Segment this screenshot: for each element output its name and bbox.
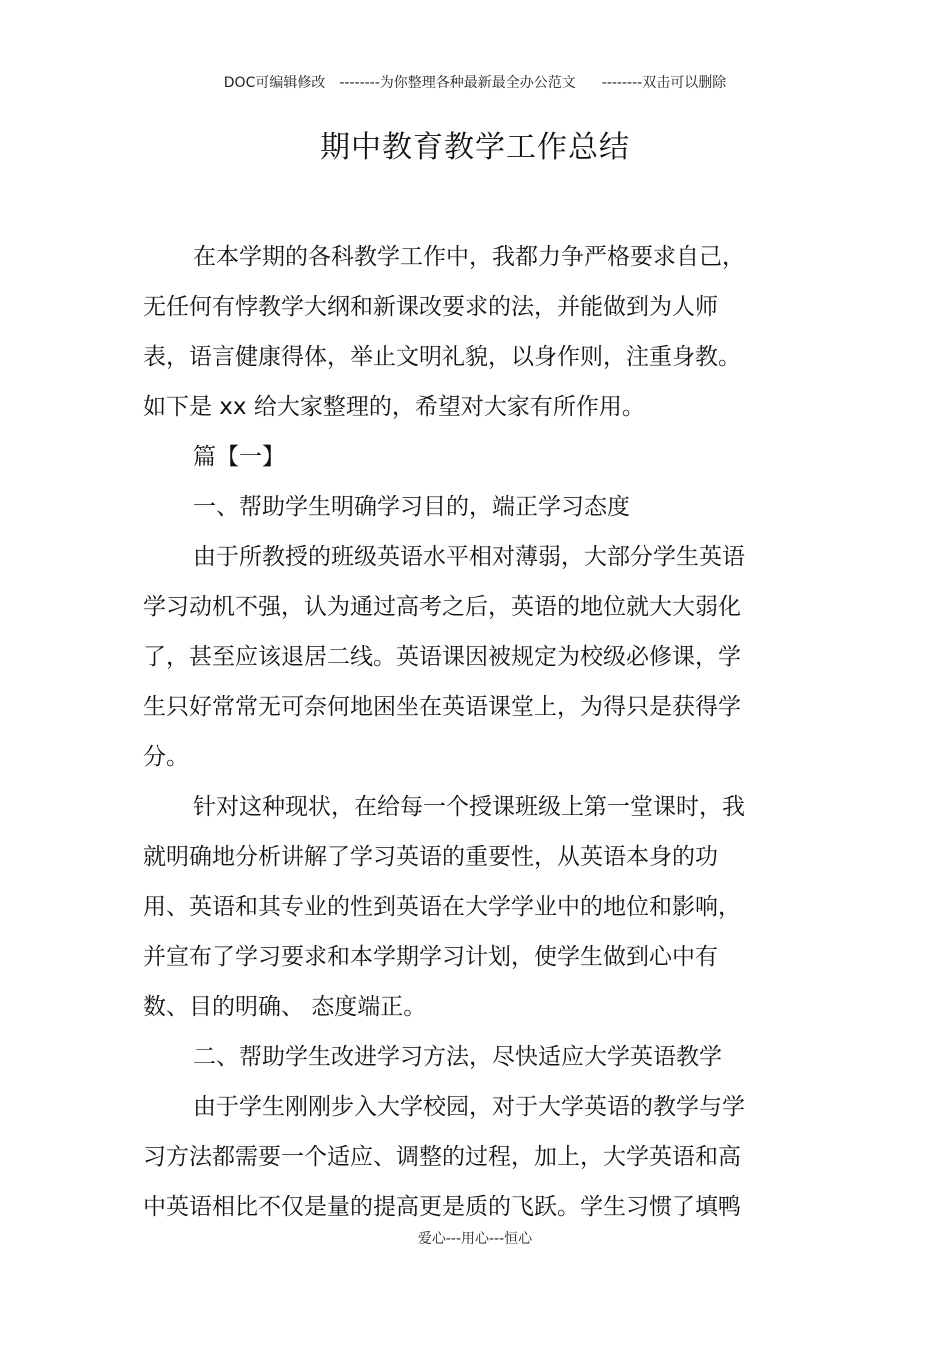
paragraph-line: 二、帮助学生改进学习方法，尽快适应大学英语教学 [193,1044,722,1070]
header-left-text: DOC可编辑修改 [223,75,326,91]
header-middle-text: --------为你整理各种最新最全办公范文 [339,75,576,91]
header-right-text: --------双击可以删除 [601,75,727,91]
page-header [0,72,950,92]
paragraph-line: 了，甚至应该退居二线。英语课因被规定为校级必修课，学 [143,644,741,670]
page-footer: 爱心---用心---恒心 [417,1231,533,1247]
paragraph-line: 一、帮助学生明确学习目的，端正学习态度 [193,494,630,520]
paragraph-line: 数、目的明确、 态度端正。 [143,994,427,1020]
paragraph-line: 习方法都需要一个适应、调整的过程，加上，大学英语和高 [143,1144,741,1170]
document-title: 期中教育教学工作总结 [320,130,630,165]
paragraph-line: 如下是 xx 给大家整理的，希望对大家有所作用。 [143,394,645,420]
paragraph-line: 表，语言健康得体，举止文明礼貌，以身作则，注重身教。 [143,344,741,370]
paragraph-line: 由于所教授的班级英语水平相对薄弱，大部分学生英语 [193,544,745,570]
paragraph-line: 篇【一】 [193,444,285,470]
paragraph-line: 中英语相比不仅是量的提高更是质的飞跃。学生习惯了填鸭 [143,1194,741,1220]
paragraph-line: 并宣布了学习要求和本学期学习计划，使学生做到心中有 [143,944,718,970]
document-body [143,232,749,1232]
paragraph-line: 学习动机不强，认为通过高考之后，英语的地位就大大弱化 [143,594,741,620]
paragraph-line: 无任何有悖教学大纲和新课改要求的法，并能做到为人师 [143,294,718,320]
paragraph-line: 在本学期的各科教学工作中，我都力争严格要求自己， [193,244,745,270]
paragraph-line: 就明确地分析讲解了学习英语的重要性，从英语本身的功 [143,844,718,870]
paragraph-line: 生只好常常无可奈何地困坐在英语课堂上，为得只是获得学 [143,694,741,720]
paragraph-line: 用、英语和其专业的性到英语在大学学业中的地位和影响， [143,894,741,920]
paragraph-line: 针对这种现状，在给每一个授课班级上第一堂课时，我 [193,794,745,820]
paragraph-line: 由于学生刚刚步入大学校园，对于大学英语的教学与学 [193,1094,745,1120]
paragraph-line: 分。 [143,744,189,770]
